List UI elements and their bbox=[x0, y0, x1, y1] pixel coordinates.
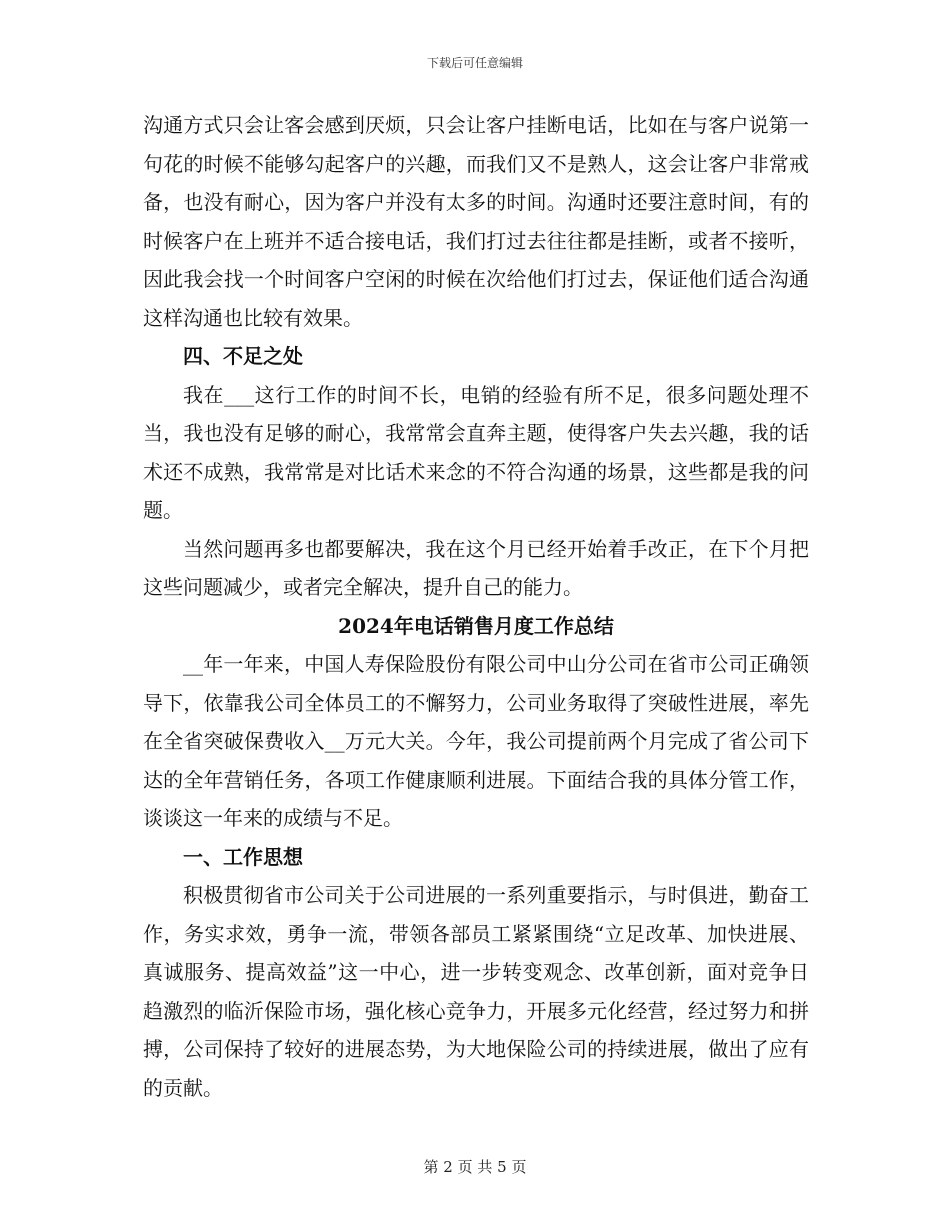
document-body bbox=[143, 106, 809, 1107]
paragraph: __年一年来，中国人寿保险股份有限公司中山分公司在省市公司正确领导下，依靠我公司全体员工的不懈努力，公司业务取得了突破性进展，率先在全省突破保费收入__万元大关。今年，我公司提前两个月完成了省公司下达的全年营销任务，各项工作健康顺利进展。下面结合我的具体分管工作，谈谈这一年来的成绩与不足。 bbox=[143, 652, 809, 830]
document-title: 2024年电话销售月度工作总结 bbox=[338, 613, 614, 638]
section-heading: 一、工作思想 bbox=[183, 844, 303, 869]
page-header: 下载后可任意编辑 bbox=[426, 56, 523, 70]
paragraph: 积极贯彻省市公司关于公司进展的一系列重要指示，与时俱进，勤奋工作，务实求效，勇争一流，带领各部员工紧紧围绕“立足改革、加快进展、真诚服务、提高效益”这一中心，进一步转变观念、改革创新，面对竞争日趋激烈的临沂保险市场，强化核心竞争力，开展多元化经营，经过努力和拼搏，公司保持了较好的进展态势，为大地保险公司的持续进展，做出了应有的贡献。 bbox=[143, 883, 809, 1100]
paragraph: 沟通方式只会让客会感到厌烦，只会让客户挂断电话，比如在与客户说第一句花的时候不能够勾起客户的兴趣，而我们又不是熟人，这会让客户非常戒备，也没有耐心，因为客户并没有太多的时间。沟通时还要注意时间，有的时候客户在上班并不适合接电话，我们打过去往往都是挂断，或者不接听，因此我会找一个时间客户空闲的时候在次给他们打过去，保证他们适合沟通这样沟通也比较有效果。 bbox=[143, 113, 809, 330]
paragraph: 当然问题再多也都要解决，我在这个月已经开始着手改正，在下个月把这些问题减少，或者完全解决，提升自己的能力。 bbox=[143, 536, 809, 599]
page-footer: 第 2 页 共 5 页 bbox=[423, 1158, 527, 1176]
paragraph: 我在___这行工作的时间不长，电销的经验有所不足，很多问题处理不当，我也没有足够的耐心，我常常会直奔主题，使得客户失去兴趣，我的话术还不成熟，我常常是对比话术来念的不符合沟通的场景，这些都是我的问题。 bbox=[143, 382, 809, 522]
section-heading: 四、不足之处 bbox=[183, 344, 303, 368]
